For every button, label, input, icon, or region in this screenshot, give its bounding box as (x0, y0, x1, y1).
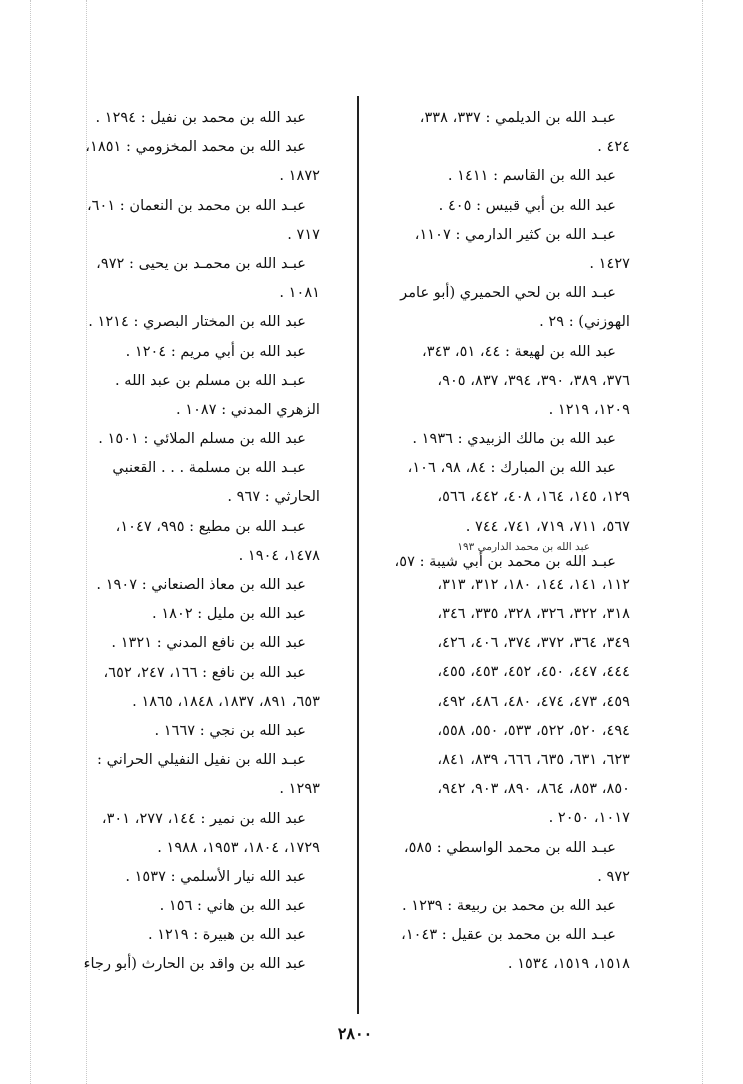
index-entry: عبـد الله بن محمد بن عقيل : ١٠٤٣، (401, 926, 616, 944)
index-entry-continuation: ٩٧٢ . (597, 867, 630, 885)
index-entry-continuation: ١٤٧٨، ١٩٠٤ . (238, 546, 320, 564)
index-entry-continuation: ٤٥٩، ٤٧٣، ٤٧٤، ٤٨٠، ٤٨٦، ٤٩٢، (437, 692, 630, 710)
index-entry: عبد الله بن المبارك : ٨٤، ٩٨، ١٠٦، (407, 459, 616, 477)
index-entry: عبـد الله بن محمد بن أبي شيبة : ٥٧، (394, 552, 616, 570)
index-entry: عبد الله بن مليل : ١٨٠٢ . (152, 605, 306, 623)
index-entry-continuation: ١٢٠٩، ١٢١٩ . (548, 400, 630, 418)
index-entry: عبـد الله بن مسلمة . . . القعنبي (112, 459, 306, 477)
index-entry: عبـد الله بن محمـد بن يحيى : ٩٧٢، (96, 254, 306, 272)
index-entry-continuation: الهوزني) : ٢٩ . (539, 313, 630, 331)
scan-margin-dots-right (702, 0, 703, 1084)
index-entry-continuation: ٥٦٧، ٧١١، ٧١٩، ٧٤١، ٧٤٤ . (465, 517, 630, 535)
index-entry-continuation: ٦٢٣، ٦٣١، ٦٣٥، ٦٦٦، ٨٣٩، ٨٤١، (437, 750, 630, 768)
index-entry-continuation: ١٢٩٣ . (279, 780, 320, 798)
index-entry-continuation: ٨٥٠، ٨٥٣، ٨٦٤، ٨٩٠، ٩٠٣، ٩٤٢، (437, 780, 630, 798)
page-number: ٢٨٠٠ (337, 1024, 373, 1043)
index-entry-continuation: ٧١٧ . (287, 225, 320, 243)
index-entry: عبد الله بن محمد بن ربيعة : ١٢٣٩ . (401, 896, 616, 914)
index-entry-continuation: الزهري المدني : ١٠٨٧ . (175, 400, 320, 418)
index-entry: عبد الله بن محمد بن نفيل : ١٢٩٤ . (95, 109, 306, 126)
index-entry-continuation: ٤٢٤ . (597, 138, 630, 156)
index-entry-continuation: ١٢٩، ١٤٥، ١٦٤، ٤٠٨، ٤٤٢، ٥٦٦، (437, 488, 630, 506)
index-entry: عبد الله نيار الأسلمي : ١٥٣٧ . (125, 867, 306, 885)
index-entry: عبد الله بن هاني : ١٥٦ . (159, 897, 306, 915)
index-entry-continuation: ١١٢، ١٤١، ١٤٤، ١٨٠، ٣١٢، ٣١٣، (437, 575, 630, 593)
index-entry-continuation: ٣١٨، ٣٢٢، ٣٢٦، ٣٢٨، ٣٣٥، ٣٤٦، (437, 605, 630, 622)
index-entry-continuation: ١٧٢٩، ١٨٠٤، ١٩٥٣، ١٩٨٨ . (157, 838, 320, 856)
index-entry-continuation: ١٨٧٢ . (279, 167, 320, 185)
index-entry-continuation: ٣٧٦، ٣٨٩، ٣٩٠، ٣٩٤، ٨٣٧، ٩٠٥، (437, 371, 630, 389)
index-entry-continuation: ١٤٢٧ . (589, 254, 630, 272)
index-entry-continuation: ٤٩٤، ٥٢٠، ٥٢٢، ٥٣٣، ٥٥٠، ٥٥٨، (437, 721, 630, 739)
index-entry: عبـد الله بن نفيل النفيلي الحراني : (97, 751, 306, 769)
index-entry: عبـد الله بن مسلم بن عبد الله . (115, 371, 306, 389)
index-entry: عبـد الله بن كثير الدارمي : ١١٠٧، (414, 225, 616, 243)
index-entry-continuation: ١٥١٨، ١٥١٩، ١٥٣٤ . (507, 955, 630, 973)
index-entry: عبد الله بن المختار البصري : ١٢١٤ . (88, 313, 306, 331)
index-column-left (83, 103, 320, 979)
index-entry: عبد الله بن مسلم الملائي : ١٥٠١ . (98, 430, 306, 448)
index-entry: عبد الله بن هبيرة : ١٢١٩ . (147, 926, 306, 944)
index-entry: عبـد الله بن محمد الواسطي : ٥٨٥، (403, 838, 616, 856)
index-entry: عبـد الله بن الديلمي : ٣٣٧، ٣٣٨، (419, 109, 616, 126)
index-entry: عبد الله بن نافع المدني : ١٣٢١ . (111, 634, 306, 652)
index-entry: عبد الله بن نمير : ١٤٤، ٢٧٧، ٣٠١، (101, 809, 306, 827)
index-entry-continuation: ١٠٨١ . (279, 284, 320, 302)
index-entry-continuation: ١٠١٧، ٢٠٥٠ . (548, 809, 630, 827)
index-entry-continuation: عبد الله بن محمد الدارمي ١٩٣ (457, 540, 590, 553)
index-entry: عبـد الله بن محمد بن النعمان : ٦٠١، (86, 196, 306, 214)
index-entry: عبد الله بن القاسم : ١٤١١ . (447, 167, 616, 185)
index-entry: عبد الله بن واقد بن الحارث (أبو رجاء (83, 955, 306, 973)
scan-margin-dots-left-inner (86, 0, 87, 1084)
index-entry: عبد الله بن لهيعة : ٤٤، ٥١، ٣٤٣، (422, 342, 616, 360)
column-divider (357, 96, 359, 1014)
index-entry: عبـد الله بن مطيع : ٩٩٥، ١٠٤٧، (115, 517, 306, 535)
index-entry: عبد الله بن معاذ الصنعاني : ١٩٠٧ . (96, 576, 306, 593)
index-column-right (368, 103, 630, 978)
index-entry: عبد الله بن أبي مريم : ١٢٠٤ . (125, 342, 306, 360)
index-entry: عبد الله بن أبي قبيس : ٤٠٥ . (438, 196, 616, 214)
index-entry-continuation: ٣٤٩، ٣٦٤، ٣٧٢، ٣٧٤، ٤٠٦، ٤٢٦، (437, 634, 630, 652)
scan-margin-dots-left (30, 0, 31, 1084)
index-entry: عبد الله بن نافع : ١٦٦، ٢٤٧، ٦٥٢، (103, 663, 306, 681)
index-entry-continuation: الحارثي : ٩٦٧ . (227, 488, 320, 506)
index-entry: عبد الله بن مالك الزبيدي : ١٩٣٦ . (412, 430, 616, 448)
index-entry: عبد الله بن محمد المخزومي : ١٨٥١، (85, 138, 306, 156)
index-entry-continuation: ٦٥٣، ٨٩١، ١٨٣٧، ١٨٤٨، ١٨٦٥ . (132, 692, 320, 710)
index-entry: عبـد الله بن لحي الحميري (أبو عامر (400, 284, 616, 302)
index-entry-continuation: ٤٤٤، ٤٤٧، ٤٥٠، ٤٥٢، ٤٥٣، ٤٥٥، (437, 663, 630, 681)
index-entry: عبد الله بن نجي : ١٦٦٧ . (154, 721, 306, 739)
